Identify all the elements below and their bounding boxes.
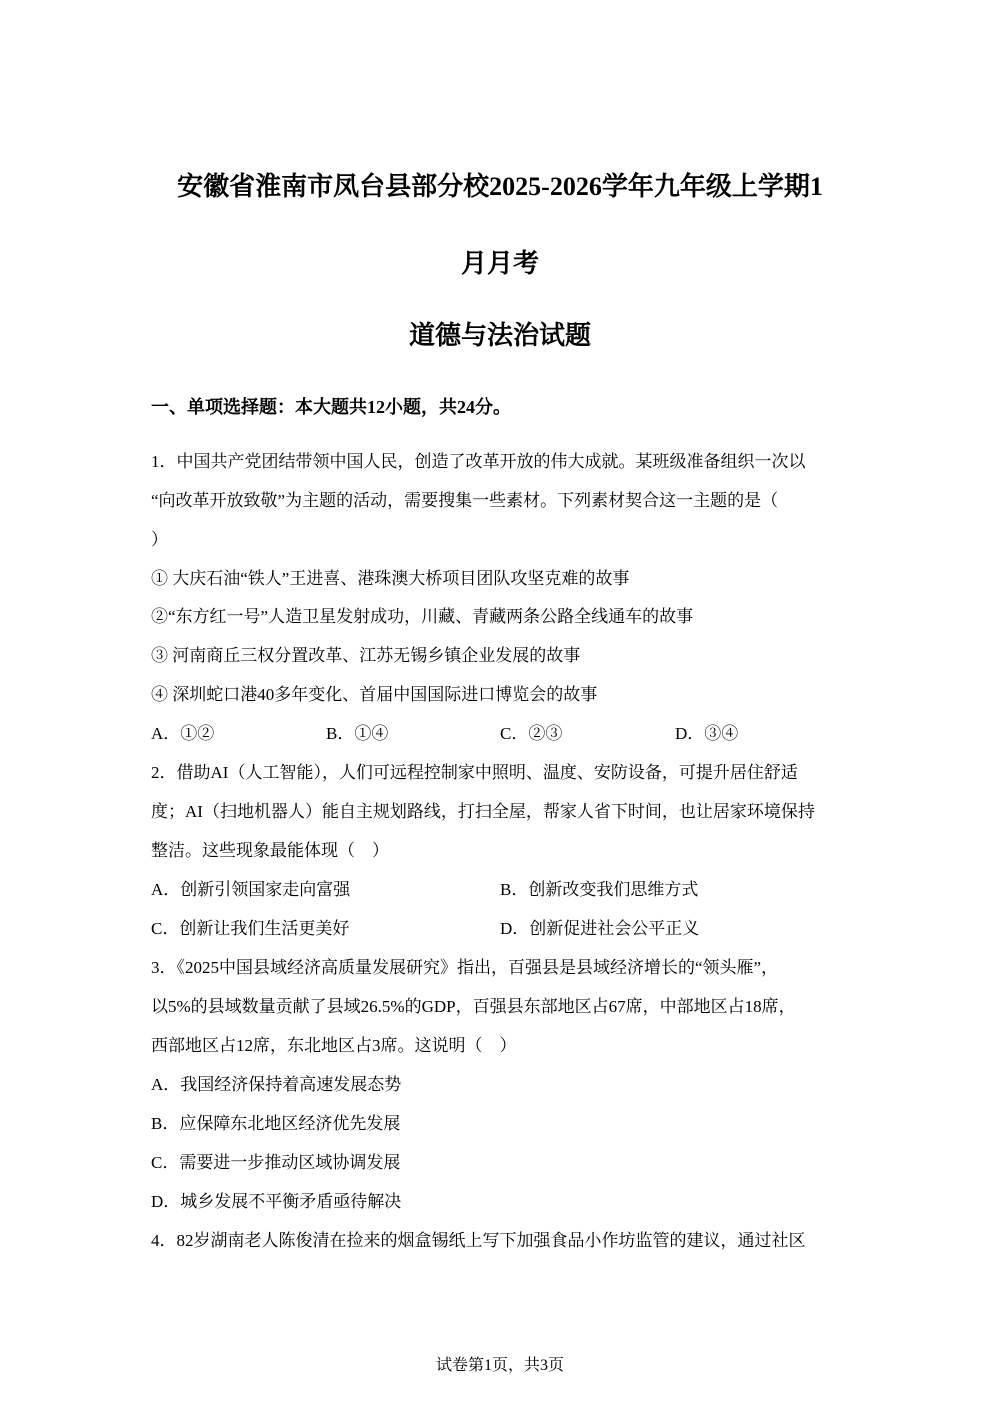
- question-1-option-d: D．③④: [675, 724, 739, 743]
- question-1-item4: ④ 深圳蛇口港40多年变化、首届中国国际进口博览会的故事: [151, 685, 598, 704]
- question-2-line1: 2．借助AI（人工智能），人们可远程控制家中照明、温度、安防设备，可提升居住舒适: [151, 763, 798, 782]
- question-2-line3: 整洁。这些现象最能体现（ ）: [151, 841, 389, 860]
- question-1-line1: 1．中国共产党团结带领中国人民，创造了改革开放的伟大成就。某班级准备组织一次以: [151, 452, 806, 471]
- section-heading: 一、单项选择题：本大题共12小题，共24分。: [151, 397, 511, 417]
- question-3-option-b: B．应保障东北地区经济优先发展: [151, 1114, 401, 1133]
- question-1-option-c: C．②③: [500, 724, 563, 743]
- question-2-line2: 度；AI（扫地机器人）能自主规划路线，打扫全屋，帮家人省下时间，也让居家环境保持: [151, 802, 815, 821]
- question-4-line1: 4．82岁湖南老人陈俊清在捡来的烟盒锡纸上写下加强食品小作坊监管的建议，通过社区: [151, 1231, 806, 1250]
- exam-title-line2: 月月考: [460, 249, 539, 278]
- question-2-option-d: D．创新促进社会公平正义: [500, 919, 700, 938]
- question-1-option-a: A．①②: [151, 724, 215, 743]
- question-2-option-c: C．创新让我们生活更美好: [151, 919, 350, 938]
- question-1-option-b: B．①④: [326, 724, 389, 743]
- question-3-line2: 以5%的县域数量贡献了县域26.5%的GDP，百强县东部地区占67席，中部地区占18席，: [151, 997, 796, 1016]
- question-3-line3: 西部地区占12席，东北地区占3席。这说明（ ）: [151, 1036, 517, 1055]
- question-1-line2: “向改革开放致敬”为主题的活动，需要搜集一些素材。下列素材契合这一主题的是（: [151, 491, 779, 510]
- question-3-line1: 3．《2025中国县域经济高质量发展研究》指出，百强县是县域经济增长的“领头雁”，: [151, 958, 779, 977]
- question-1-line3: ）: [151, 530, 168, 549]
- question-3-option-d: D．城乡发展不平衡矛盾亟待解决: [151, 1192, 402, 1211]
- question-1-item3: ③ 河南商丘三权分置改革、江苏无锡乡镇企业发展的故事: [151, 646, 581, 665]
- question-2-option-b: B．创新改变我们思维方式: [500, 880, 699, 899]
- exam-title-line1: 安徽省淮南市凤台县部分校2025-2026学年九年级上学期1: [177, 172, 823, 201]
- exam-subtitle: 道德与法治试题: [408, 321, 591, 350]
- question-1-item2: ②“东方红一号”人造卫星发射成功，川藏、青藏两条公路全线通车的故事: [151, 607, 694, 626]
- question-3-option-a: A．我国经济保持着高速发展态势: [151, 1075, 402, 1094]
- question-2-option-a: A．创新引领国家走向富强: [151, 880, 351, 899]
- question-3-option-c: C．需要进一步推动区域协调发展: [151, 1153, 401, 1172]
- question-1-item1: ① 大庆石油“铁人”王进喜、港珠澳大桥项目团队攻坚克难的故事: [151, 569, 630, 588]
- page-footer: 试卷第1页，共3页: [435, 1357, 564, 1374]
